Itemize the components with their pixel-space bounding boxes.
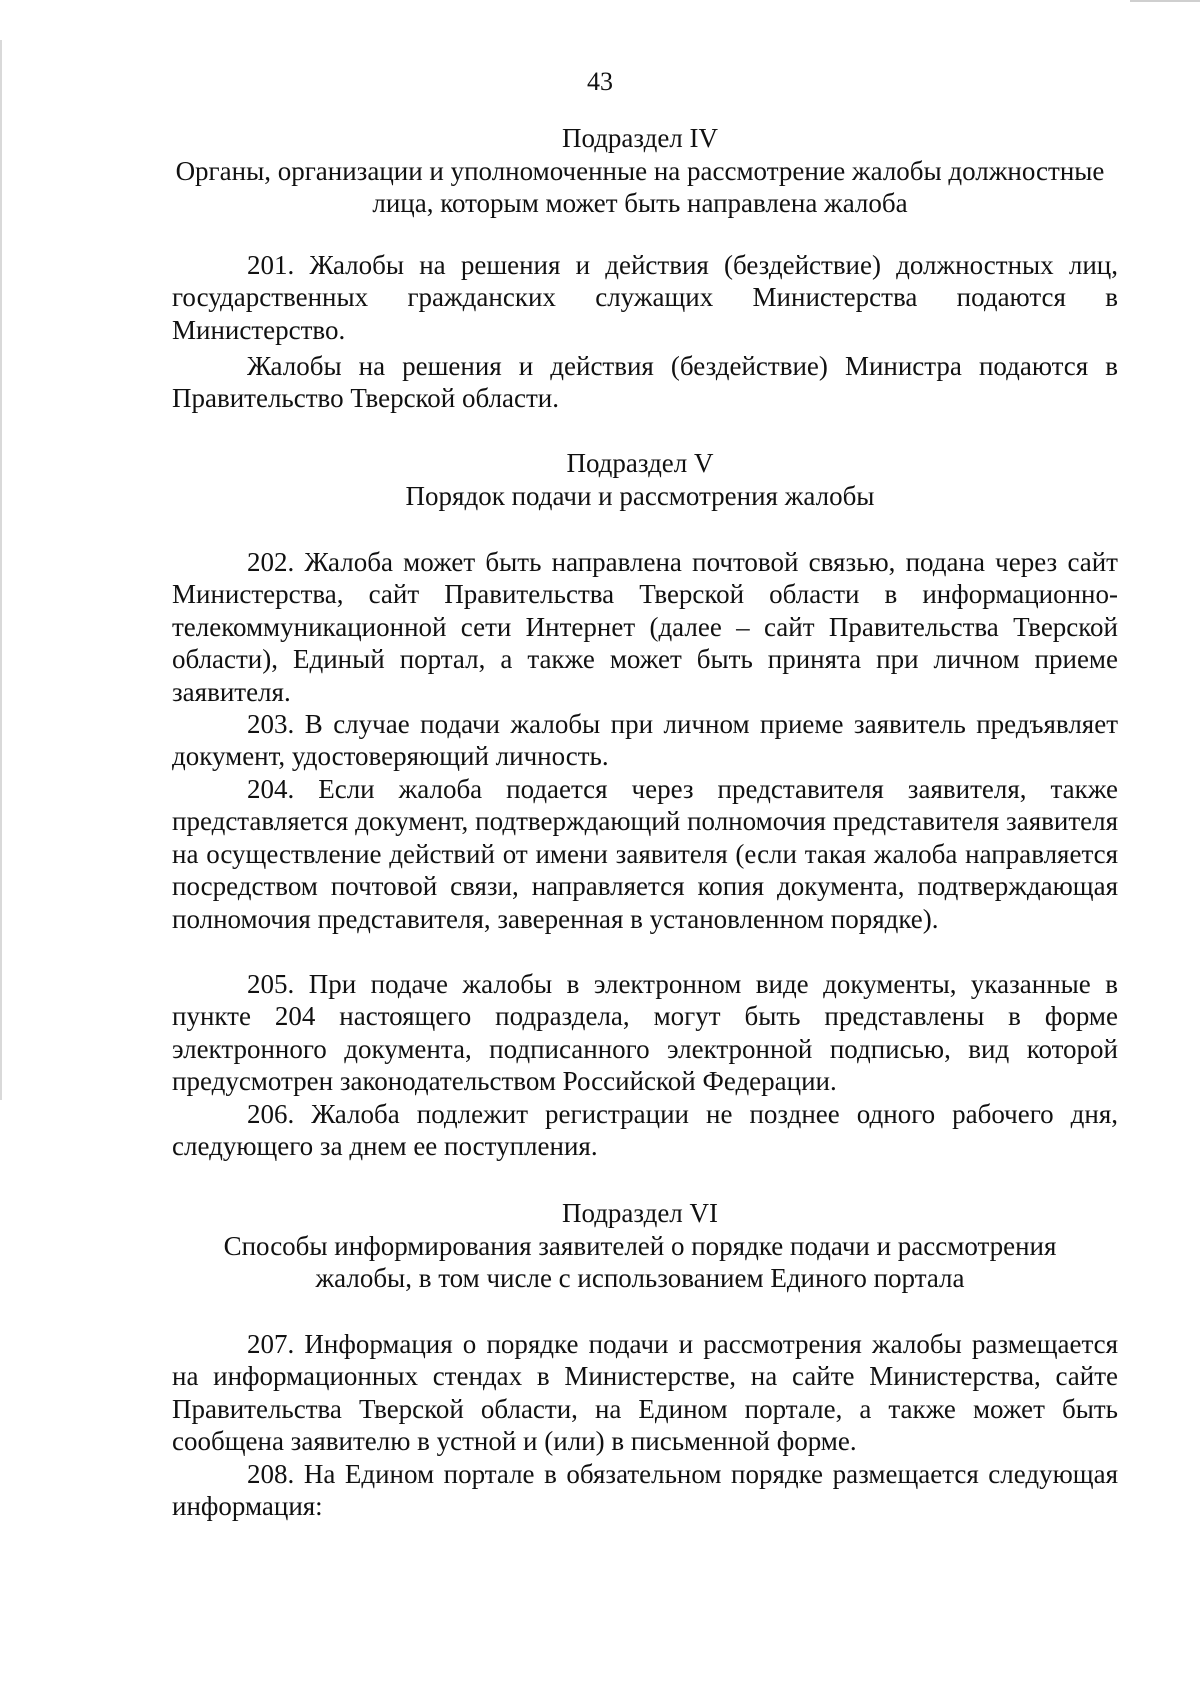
subsection-6-heading: Подраздел VI xyxy=(561,1198,719,1228)
paragraph-206: 206. Жалоба подлежит регистрации не позднее одного рабочего дня, следующего за днем ее поступления. xyxy=(172,1099,1118,1162)
paragraph-203: 203. В случае подачи жалобы при личном приеме заявитель предъявляет документ, удостоверяющий личность. xyxy=(172,709,1118,772)
scan-edge-top-right xyxy=(1130,0,1200,2)
paragraph-201-minister: Жалобы на решения и действия (бездействие) Министра подаются в Правительство Тверской области. xyxy=(172,351,1118,414)
subsection-6-title: Способы информирования заявителей о порядке подачи и рассмотрения жалобы, в том числе с использованием Единого портала xyxy=(223,1231,1057,1293)
subsection-4-title: Органы, организации и уполномоченные на рассмотрение жалобы должностные лица, которым может быть направлена жалоба xyxy=(175,156,1105,218)
subsection-4-heading: Подраздел IV xyxy=(561,123,719,153)
paragraph-208: 208. На Едином портале в обязательном порядке размещается следующая информация: xyxy=(172,1459,1118,1522)
subsection-5-heading: Подраздел V xyxy=(566,448,714,478)
paragraph-201: 201. Жалобы на решения и действия (бездействие) должностных лиц, государственных гражданских служащих Министерства подаются в Министерство. xyxy=(172,250,1118,345)
paragraph-202: 202. Жалоба может быть направлена почтовой связью, подана через сайт Министерства, сайт Правительства Тверской области в информационно-телекоммуникационной сети Интернет (далее – сайт Правительства Тверской области), Единый портал, а также может быть принята при личном приеме заявителя. xyxy=(172,547,1118,707)
paragraph-207: 207. Информация о порядке подачи и рассмотрения жалобы размещается на информационных стендах в Министерстве, на сайте Министерства, сайте Правительства Тверской области, на Едином портале, а также может быть сообщена заявителю в устной и (или) в письменной форме. xyxy=(172,1329,1118,1457)
paragraph-204: 204. Если жалоба подается через представителя заявителя, также представляется документ, подтверждающий полномочия представителя заявителя на осуществление действий от имени заявителя (если такая жалоба направляется посредством почтовой связи, направляется копия документа, подтверждающая полномочия представителя, заверенная в установленном порядке). xyxy=(172,774,1118,934)
page-number: 43 xyxy=(587,67,613,96)
paragraph-205: 205. При подаче жалобы в электронном виде документы, указанные в пункте 204 настоящего подраздела, могут быть представлены в форме электронного документа, подписанного электронной подписью, вид которой предусмотрен законодательством Российской Федерации. xyxy=(172,969,1118,1097)
subsection-5-title: Порядок подачи и рассмотрения жалобы xyxy=(405,481,875,511)
scan-edge-left xyxy=(0,40,2,1100)
